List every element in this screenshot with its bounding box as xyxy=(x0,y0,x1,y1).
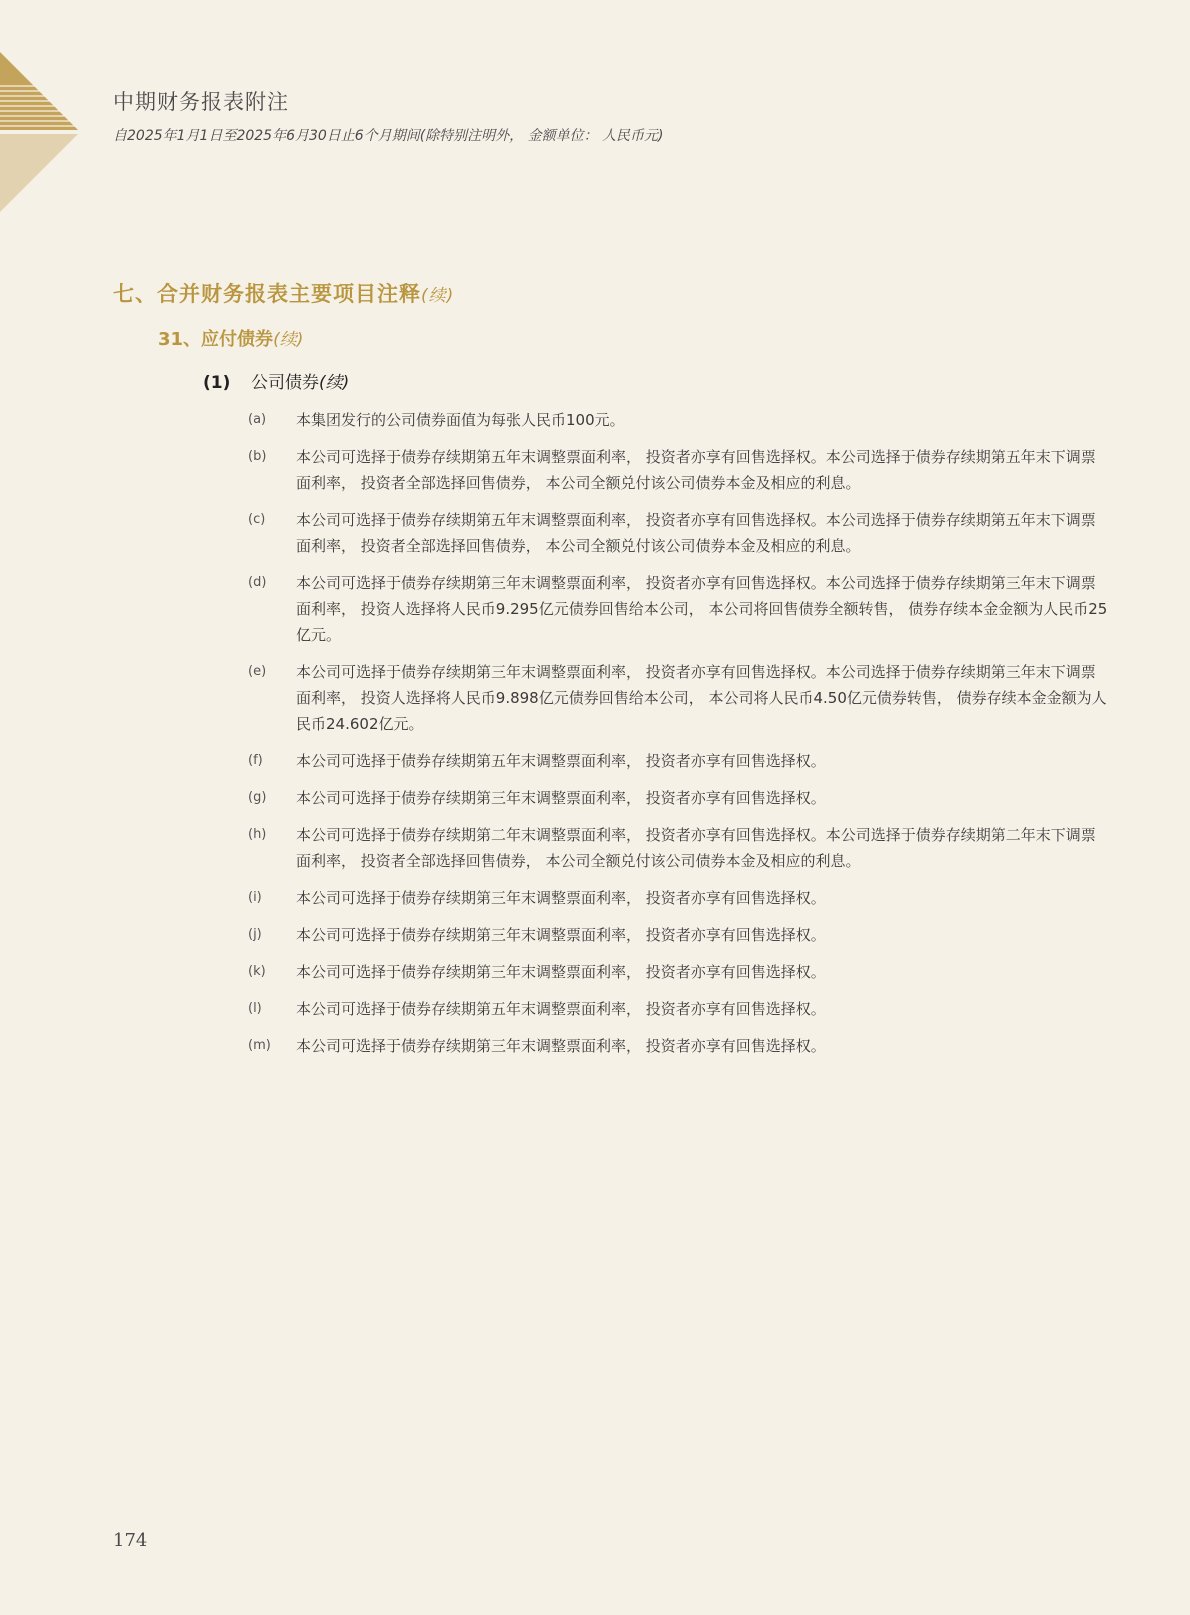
item-continued-label: (续) xyxy=(319,373,350,393)
note-label: (d) xyxy=(248,575,267,590)
note-text: 本公司可选择于债券存续期第五年末调整票面利率， 投资者亦享有回售选择权。 xyxy=(296,1000,826,1018)
page-header-subtitle: 自2025年1月1日至2025年6月30日止6个月期间(除特别注明外， 金额单位： 人民币元) xyxy=(113,128,664,144)
note-text: 本公司可选择于债券存续期第三年末调整票面利率， 投资者亦享有回售选择权。 xyxy=(296,789,826,807)
note-label: (k) xyxy=(248,964,266,979)
section-heading xyxy=(113,278,454,308)
note-text: 本公司可选择于债券存续期第三年末调整票面利率， 投资者亦享有回售选择权。 xyxy=(296,926,826,944)
note-item xyxy=(248,922,1108,948)
item-heading xyxy=(203,368,349,393)
page-header-title: 中期财务报表附注 xyxy=(113,90,289,114)
note-item xyxy=(248,748,1108,774)
section-continued-label: (续) xyxy=(421,286,455,306)
note-text: 本公司可选择于债券存续期第三年末调整票面利率， 投资者亦享有回售选择权。本公司选择于债券存续期第三年末下调票面利率， 投资人选择将人民币9.295亿元债券回售给本公司， 本公司将回售债券全额转售， 债券存续本金金额为人民币25亿元。 xyxy=(296,574,1108,644)
note-label: (b) xyxy=(248,449,267,464)
note-text: 本公司可选择于债券存续期第五年末调整票面利率， 投资者亦享有回售选择权。本公司选择于债券存续期第五年末下调票面利率， 投资者全部选择回售债券， 本公司全额兑付该公司债券本金及相应的利息。 xyxy=(296,448,1096,492)
note-label: (g) xyxy=(248,790,267,805)
note-label: (c) xyxy=(248,512,266,527)
corner-beige-triangle xyxy=(0,134,78,212)
note-item xyxy=(248,785,1108,811)
note-item xyxy=(248,659,1108,737)
note-label: (a) xyxy=(248,412,267,427)
note-item xyxy=(248,570,1108,648)
item-number: (1) xyxy=(203,373,231,393)
note-label: (m) xyxy=(248,1038,271,1053)
note-text: 本公司可选择于债券存续期第五年末调整票面利率， 投资者亦享有回售选择权。 xyxy=(296,752,826,770)
subsection-continued-label: (续) xyxy=(273,330,304,350)
note-text: 本公司可选择于债券存续期第三年末调整票面利率， 投资者亦享有回售选择权。 xyxy=(296,963,826,981)
note-text: 本公司可选择于债券存续期第二年末调整票面利率， 投资者亦享有回售选择权。本公司选择于债券存续期第二年末下调票面利率， 投资者全部选择回售债券， 本公司全额兑付该公司债券本金及相应的利息。 xyxy=(296,826,1096,870)
note-label: (j) xyxy=(248,927,262,942)
note-label: (h) xyxy=(248,827,267,842)
note-label: (l) xyxy=(248,1001,262,1016)
note-item xyxy=(248,885,1108,911)
note-text: 本公司可选择于债券存续期第五年末调整票面利率， 投资者亦享有回售选择权。本公司选择于债券存续期第五年末下调票面利率， 投资者全部选择回售债券， 本公司全额兑付该公司债券本金及相应的利息。 xyxy=(296,511,1096,555)
note-item xyxy=(248,959,1108,985)
note-item xyxy=(248,507,1108,559)
note-item xyxy=(248,407,1108,433)
note-label: (f) xyxy=(248,753,263,768)
note-text: 本公司可选择于债券存续期第三年末调整票面利率， 投资者亦享有回售选择权。本公司选择于债券存续期第三年末下调票面利率， 投资人选择将人民币9.898亿元债券回售给本公司， 本公司将人民币4.50亿元债券转售， 债券存续本金金额为人民币24.602亿元。 xyxy=(296,663,1107,733)
page-number: 174 xyxy=(113,1530,148,1551)
note-item xyxy=(248,444,1108,496)
corner-decoration xyxy=(0,0,80,215)
note-label: (i) xyxy=(248,890,262,905)
note-text: 本公司可选择于债券存续期第三年末调整票面利率， 投资者亦享有回售选择权。 xyxy=(296,889,826,907)
section-heading-text: 七、合并财务报表主要项目注释 xyxy=(113,282,421,306)
notes-list xyxy=(248,407,1108,1070)
note-text: 本公司可选择于债券存续期第三年末调整票面利率， 投资者亦享有回售选择权。 xyxy=(296,1037,826,1055)
note-label: (e) xyxy=(248,664,267,679)
subsection-heading-text: 31、应付债券 xyxy=(158,329,274,350)
note-item xyxy=(248,822,1108,874)
item-heading-text: 公司债券 xyxy=(251,373,319,393)
note-item xyxy=(248,1033,1108,1059)
subsection-heading xyxy=(158,325,303,351)
note-item xyxy=(248,996,1108,1022)
note-text: 本集团发行的公司债券面值为每张人民币100元。 xyxy=(296,411,625,429)
